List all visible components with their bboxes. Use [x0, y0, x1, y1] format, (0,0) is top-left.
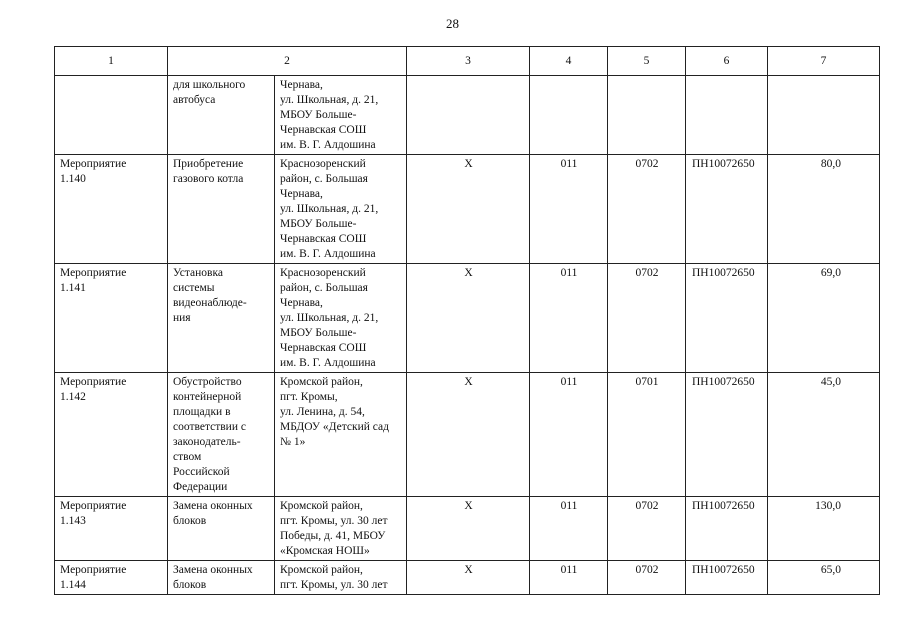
col3-cell	[407, 76, 530, 155]
event-cell	[55, 76, 168, 155]
col4-cell: 011	[530, 561, 608, 595]
header-cell: 1	[55, 47, 168, 76]
event-cell: Мероприятие 1.143	[55, 497, 168, 561]
name-cell: для школьного автобуса	[168, 76, 275, 155]
address-cell: Краснозоренский район, с. Большая Чернава, ул. Школьная, д. 21, МБОУ Больше- Чернавская СОШ им. В. Г. Алдошина	[275, 264, 407, 373]
header-cell: 2	[168, 47, 407, 76]
col4-cell: 011	[530, 373, 608, 497]
col4-cell	[530, 76, 608, 155]
address-cell: Кромской район, пгт. Кромы, ул. Ленина, д. 54, МБДОУ «Детский сад № 1»	[275, 373, 407, 497]
col7-cell: 45,0	[768, 373, 880, 497]
col5-cell: 0702	[608, 497, 686, 561]
col7-cell: 69,0	[768, 264, 880, 373]
header-cell: 4	[530, 47, 608, 76]
table-row	[55, 264, 880, 373]
table-header-row	[55, 47, 880, 76]
col3-cell: X	[407, 155, 530, 264]
col7-cell: 80,0	[768, 155, 880, 264]
header-cell: 3	[407, 47, 530, 76]
page-number: 28	[446, 16, 459, 31]
header-cell: 5	[608, 47, 686, 76]
event-cell: Мероприятие 1.140	[55, 155, 168, 264]
col6-cell: ПН10072650	[686, 373, 768, 497]
table-row	[55, 373, 880, 497]
header-cell: 6	[686, 47, 768, 76]
col5-cell: 0701	[608, 373, 686, 497]
col5-cell	[608, 76, 686, 155]
col7-cell: 65,0	[768, 561, 880, 595]
col4-cell: 011	[530, 497, 608, 561]
name-cell: Обустройство контейнерной площадки в соответствии с законодатель- ством Российской Федерации	[168, 373, 275, 497]
event-cell: Мероприятие 1.144	[55, 561, 168, 595]
col5-cell: 0702	[608, 561, 686, 595]
name-cell: Замена оконных блоков	[168, 497, 275, 561]
col6-cell	[686, 76, 768, 155]
col3-cell: X	[407, 497, 530, 561]
name-cell: Установка системы видеонаблюде- ния	[168, 264, 275, 373]
col7-cell	[768, 76, 880, 155]
col3-cell: X	[407, 373, 530, 497]
col4-cell: 011	[530, 264, 608, 373]
table-row	[55, 561, 880, 595]
col6-cell: ПН10072650	[686, 561, 768, 595]
col3-cell: X	[407, 561, 530, 595]
table-row	[55, 155, 880, 264]
col4-cell: 011	[530, 155, 608, 264]
address-cell: Кромской район, пгт. Кромы, ул. 30 лет	[275, 561, 407, 595]
col5-cell: 0702	[608, 155, 686, 264]
col6-cell: ПН10072650	[686, 155, 768, 264]
name-cell: Замена оконных блоков	[168, 561, 275, 595]
col3-cell: X	[407, 264, 530, 373]
name-cell: Приобретение газового котла	[168, 155, 275, 264]
table-row	[55, 497, 880, 561]
col6-cell: ПН10072650	[686, 497, 768, 561]
header-cell: 7	[768, 47, 880, 76]
col7-cell: 130,0	[768, 497, 880, 561]
col5-cell: 0702	[608, 264, 686, 373]
col6-cell: ПН10072650	[686, 264, 768, 373]
address-cell: Краснозоренский район, с. Большая Чернава, ул. Школьная, д. 21, МБОУ Больше- Чернавская СОШ им. В. Г. Алдошина	[275, 155, 407, 264]
table-row	[55, 76, 880, 155]
address-cell: Чернава, ул. Школьная, д. 21, МБОУ Больше- Чернавская СОШ им. В. Г. Алдошина	[275, 76, 407, 155]
event-cell: Мероприятие 1.141	[55, 264, 168, 373]
event-cell: Мероприятие 1.142	[55, 373, 168, 497]
budget-table	[54, 46, 880, 595]
address-cell: Кромской район, пгт. Кромы, ул. 30 лет Победы, д. 41, МБОУ «Кромская НОШ»	[275, 497, 407, 561]
